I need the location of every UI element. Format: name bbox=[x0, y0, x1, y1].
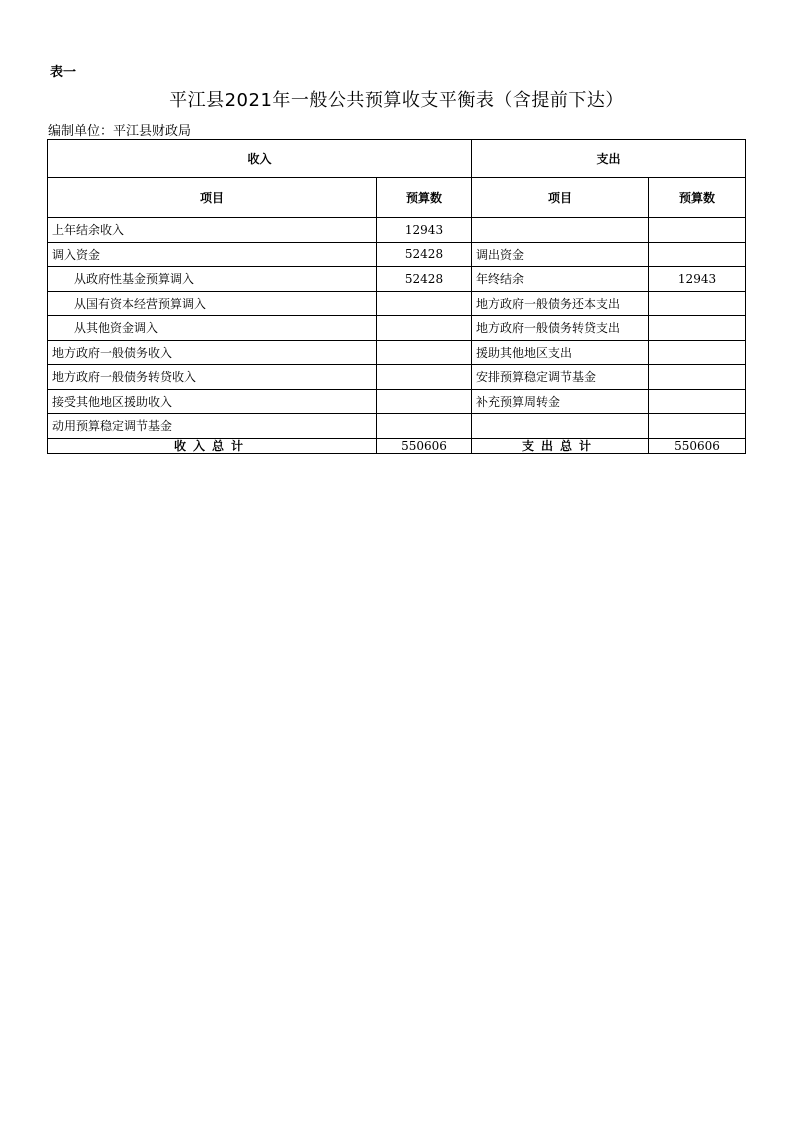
expenditure-item: 援助其他地区支出 bbox=[472, 340, 649, 365]
expenditure-section-header: 支出 bbox=[472, 140, 746, 178]
expenditure-item: 调出资金 bbox=[472, 242, 649, 267]
income-total-label: 收入总计 bbox=[48, 438, 377, 453]
expenditure-amount bbox=[649, 316, 746, 341]
section-header-row bbox=[48, 140, 746, 178]
income-item: 调入资金 bbox=[48, 242, 377, 267]
expenditure-item: 补充预算周转金 bbox=[472, 389, 649, 414]
expenditure-amount: 12943 bbox=[649, 267, 746, 292]
expenditure-item bbox=[472, 218, 649, 243]
table-row bbox=[48, 267, 746, 292]
expenditure-total-amount: 550606 bbox=[649, 438, 746, 453]
income-item: 动用预算稳定调节基金 bbox=[48, 414, 377, 439]
expenditure-amount bbox=[649, 218, 746, 243]
table-row bbox=[48, 340, 746, 365]
income-item: 上年结余收入 bbox=[48, 218, 377, 243]
expenditure-amount bbox=[649, 389, 746, 414]
income-amount bbox=[377, 365, 472, 390]
income-item: 从政府性基金预算调入 bbox=[48, 267, 377, 292]
expenditure-item bbox=[472, 414, 649, 439]
expenditure-item: 安排预算稳定调节基金 bbox=[472, 365, 649, 390]
income-section-header: 收入 bbox=[48, 140, 472, 178]
expenditure-item: 地方政府一般债务还本支出 bbox=[472, 291, 649, 316]
income-amount bbox=[377, 340, 472, 365]
table-row bbox=[48, 242, 746, 267]
table-row bbox=[48, 365, 746, 390]
expenditure-item: 年终结余 bbox=[472, 267, 649, 292]
income-amount: 52428 bbox=[377, 242, 472, 267]
budget-balance-table bbox=[47, 139, 746, 454]
income-item: 从其他资金调入 bbox=[48, 316, 377, 341]
expenditure-total-label: 支出总计 bbox=[472, 438, 649, 453]
income-amount: 12943 bbox=[377, 218, 472, 243]
totals-row bbox=[48, 438, 746, 453]
expenditure-amount bbox=[649, 340, 746, 365]
expenditure-item: 地方政府一般债务转贷支出 bbox=[472, 316, 649, 341]
expenditure-amount-header: 预算数 bbox=[649, 178, 746, 218]
income-item-header: 项目 bbox=[48, 178, 377, 218]
page-title: 平江县2021年一般公共预算收支平衡表（含提前下达） bbox=[169, 90, 624, 111]
table-row bbox=[48, 389, 746, 414]
column-header-row bbox=[48, 178, 746, 218]
income-amount-header: 预算数 bbox=[377, 178, 472, 218]
expenditure-amount bbox=[649, 291, 746, 316]
income-amount: 52428 bbox=[377, 267, 472, 292]
income-amount bbox=[377, 389, 472, 414]
income-total-amount: 550606 bbox=[377, 438, 472, 453]
income-amount bbox=[377, 316, 472, 341]
income-item: 从国有资本经营预算调入 bbox=[48, 291, 377, 316]
income-item: 接受其他地区援助收入 bbox=[48, 389, 377, 414]
sheet-label: 表一 bbox=[50, 65, 77, 80]
expenditure-amount bbox=[649, 414, 746, 439]
income-item: 地方政府一般债务转贷收入 bbox=[48, 365, 377, 390]
compiling-unit: 编制单位：平江县财政局 bbox=[48, 124, 192, 139]
table-row bbox=[48, 218, 746, 243]
table-row bbox=[48, 414, 746, 439]
income-item: 地方政府一般债务收入 bbox=[48, 340, 377, 365]
table-row bbox=[48, 316, 746, 341]
income-amount bbox=[377, 291, 472, 316]
expenditure-amount bbox=[649, 365, 746, 390]
income-amount bbox=[377, 414, 472, 439]
expenditure-amount bbox=[649, 242, 746, 267]
table-row bbox=[48, 291, 746, 316]
expenditure-item-header: 项目 bbox=[472, 178, 649, 218]
